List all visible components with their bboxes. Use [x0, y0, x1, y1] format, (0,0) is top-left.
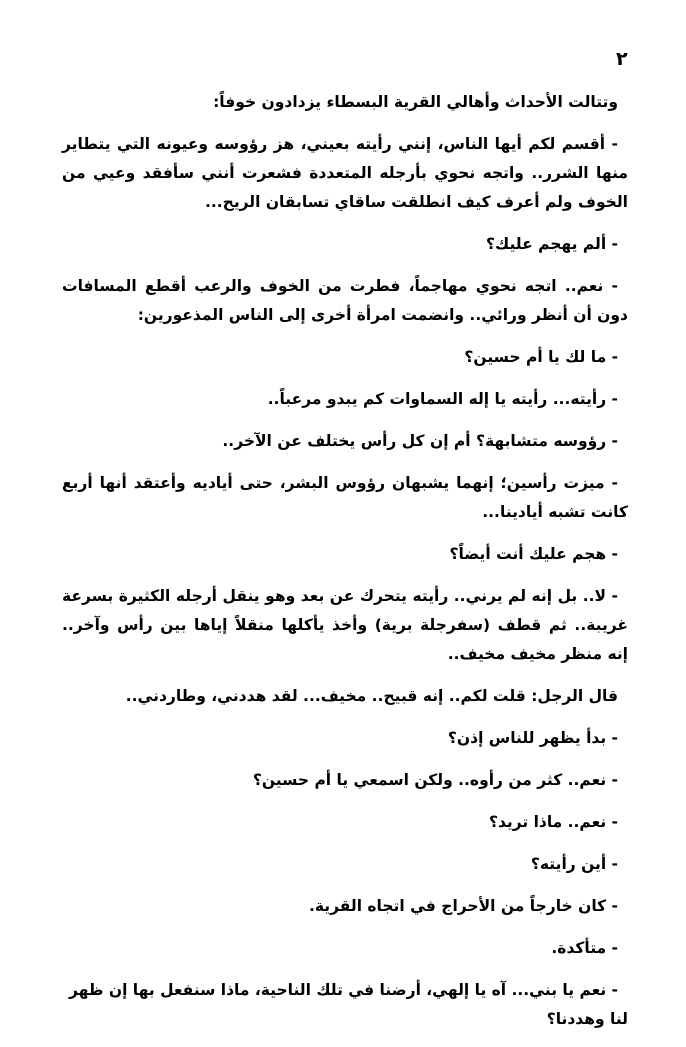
paragraph: وتتالت الأحداث وأهالي القرية البسطاء يزدادون خوفاً:: [213, 93, 618, 111]
paragraph: - نعم.. كثر من رأوه.. ولكن اسمعي يا أم حسين؟: [252, 771, 618, 789]
paragraph: - بدأ يظهر للناس إذن؟: [447, 729, 618, 747]
paragraph: - متأكدة.: [551, 939, 618, 957]
paragraph: - أقسم لكم أيها الناس، إنني رأيته بعيني، هز رؤوسه وعيونه التي يتطاير منها الشرر.. واتجه نحوي بأرجله المتعددة فشعرت أنني سأفقد وعيي من الخوف ولم أعرف كيف انطلقت ساقاي تسابقان الريح...: [62, 135, 628, 211]
paragraph: - ألم يهجم عليك؟: [486, 235, 618, 253]
paragraph: قال الرجل: قلت لكم.. إنه قبيح.. مخيف... لقد هددني، وطاردني..: [125, 687, 618, 705]
body-text: [62, 88, 628, 1047]
paragraph: - رؤوسه متشابهة؟ أم إن كل رأس يختلف عن الآخر..: [222, 432, 618, 450]
paragraph: - رأيته... رأيته يا إله السماوات كم يبدو مرعباً..: [267, 390, 618, 408]
page-number: ٢: [616, 48, 628, 70]
paragraph: - أين رأيته؟: [530, 855, 618, 873]
paragraph: - لا.. بل إنه لم يرني.. رأيته يتحرك عن بعد وهو ينقل أرجله الكثيرة بسرعة غريبة.. ثم قطف (سفرجلة برية) وأخذ يأكلها منقلاً إياها بين رأس وآخر.. إنه منظر مخيف مخيف..: [62, 587, 628, 663]
paragraph: - هجم عليك أنت أيضاً؟: [449, 545, 618, 563]
paragraph: - كان خارجاً من الأحراج في اتجاه القرية.: [308, 897, 618, 915]
paragraph: - نعم يا بني... آه يا إلهي، أرضنا في تلك الناحية، ماذا سنفعل بها إن ظهر لنا وهددنا؟: [69, 981, 628, 1028]
paragraph: - نعم.. اتجه نحوي مهاجماً، فطرت من الخوف والرعب أقطع المسافات دون أن أنظر ورائي.. وانضمت امرأة أخرى إلى الناس المذعورين:: [62, 277, 628, 324]
paragraph: - ما لك يا أم حسين؟: [464, 348, 618, 366]
paragraph: - ميزت رأسين؛ إنهما يشبهان رؤوس البشر، حتى أياديه وأعتقد أنها أربع كانت تشبه أيادينا...: [62, 474, 628, 521]
paragraph: - نعم.. ماذا تريد؟: [488, 813, 618, 831]
